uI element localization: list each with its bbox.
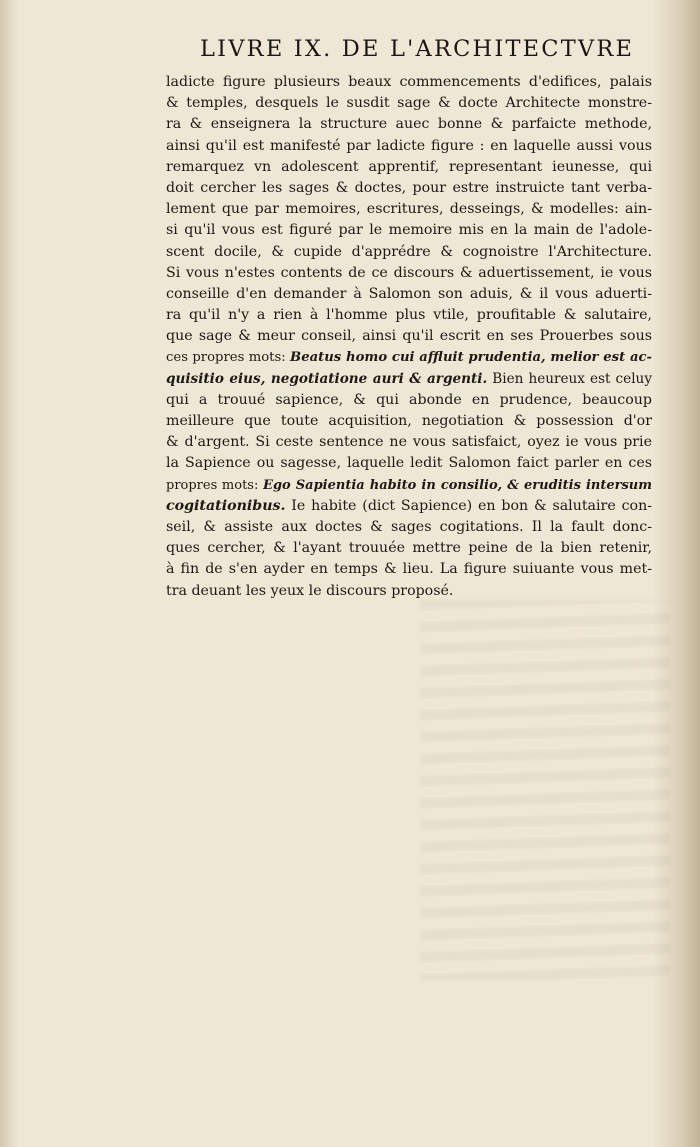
text-line: quisitio eius, negotiatione auri & argenti. Bien heureux est celuy: [166, 370, 652, 387]
text-line: propres mots: Ego Sapientia habito in consilio, & eruditis intersum: [166, 477, 652, 493]
text-line: & temples, desquels le susdit sage & docte Architecte monstre-: [166, 95, 652, 112]
text-line: lement que par memoires, escritures, desseings, & modelles: ain-: [166, 201, 652, 218]
text-line: scent docile, & cupide d'apprédre & cognoistre l'Architecture.: [166, 243, 652, 260]
text-line: à fin de s'en ayder en temps & lieu. La figure suiuante vous met-: [166, 561, 652, 578]
text-line: ladicte figure plusieurs beaux commencements d'edifices, palais: [166, 74, 652, 90]
latin-quote: Beatus homo cui affluit prudentia, melior est ac-: [290, 350, 653, 366]
text-line: ques cercher, & l'ayant trouuée mettre peine de la bien retenir,: [166, 540, 652, 557]
latin-quote: Ego Sapientia habito in consilio, & eruditis intersum: [263, 477, 652, 493]
text-line: remarquez vn adolescent apprentif, representant ieunesse, qui: [166, 158, 652, 175]
text-line: doit cercher les sages & doctes, pour estre instruicte tant verba-: [166, 179, 652, 196]
text-line: ra qu'il n'y a rien à l'homme plus vtile, proufitable & salutaire,: [166, 307, 652, 324]
latin-quote: quisitio eius, negotiatione auri & argenti.: [166, 370, 488, 387]
text-line: Si vous n'estes contents de ce discours & aduertissement, ie vous: [166, 264, 652, 281]
latin-quote: cogitationibus.: [166, 497, 286, 514]
text-line: seil, & assiste aux doctes & sages cogitations. Il la fault donc-: [166, 518, 652, 535]
text-line: meilleure que toute acquisition, negotiation & possession d'or: [166, 413, 652, 429]
text-line: ra & enseignera la structure auec bonne & parfaicte methode,: [166, 116, 652, 133]
text-line: si qu'il vous est figuré par le memoire mis en la main de l'adole-: [166, 222, 652, 239]
text-line: cogitationibus. Ie habite (dict Sapience) en bon & salutaire con-: [166, 497, 652, 514]
text-line: & d'argent. Si ceste sentence ne vous satisfaict, oyez ie vous prie: [166, 434, 652, 451]
page-left-shadow: [0, 0, 18, 1147]
running-header: LIVRE IX. DE L'ARCHITECTVRE: [200, 36, 635, 62]
text-line: conseille d'en demander à Salomon son aduis, & il vous aduerti-: [166, 285, 652, 302]
text-line: que sage & meur conseil, ainsi qu'il escrit en ses Prouerbes sous: [166, 328, 652, 345]
text-line: tra deuant les yeux le discours proposé.: [166, 582, 454, 599]
text-line: qui a trouué sapience, & qui abonde en prudence, beaucoup: [166, 391, 652, 408]
text-line: la Sapience ou sagesse, laquelle ledit Salomon faict parler en ces: [166, 455, 652, 472]
body-text: [166, 72, 652, 602]
ink-bleed-through: [420, 600, 670, 980]
text-line: ces propres mots: Beatus homo cui affluit prudentia, melior est ac-: [166, 350, 653, 366]
text-line: ainsi qu'il est manifesté par ladicte figure : en laquelle aussi vous: [166, 137, 652, 154]
